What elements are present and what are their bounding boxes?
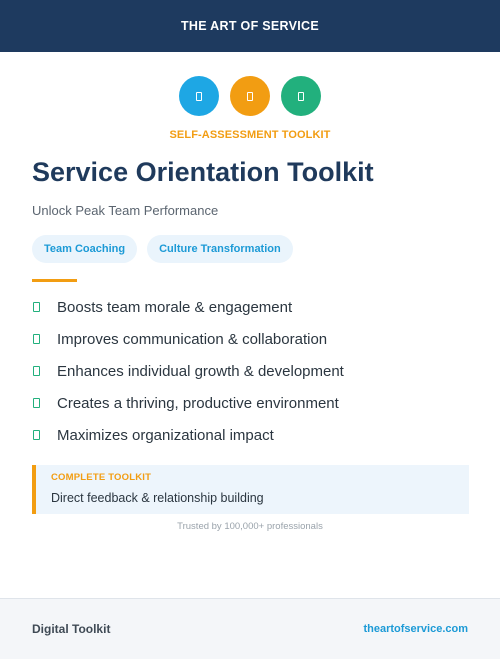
list-item (32, 297, 344, 317)
benefit-text: Maximizes organizational impact (57, 426, 274, 444)
list-item (32, 361, 344, 381)
document-icon (179, 76, 219, 116)
check-icon (33, 366, 40, 376)
benefit-text: Creates a thriving, productive environment (57, 394, 339, 412)
callout-box (32, 465, 469, 514)
callout-label: COMPLETE TOOLKIT (51, 472, 152, 483)
document-icon (230, 76, 270, 116)
check-icon (33, 302, 40, 312)
list-item (32, 425, 344, 445)
document-icon (281, 76, 321, 116)
check-icon (33, 398, 40, 408)
header-bar (0, 0, 500, 52)
check-icon (33, 430, 40, 440)
brand-title: THE ART OF SERVICE (180, 19, 320, 33)
website-link[interactable]: theartofservice.com (363, 623, 468, 635)
tag-list (32, 235, 293, 263)
footer-bar (0, 598, 500, 659)
icon-row (0, 76, 500, 116)
trust-note: Trusted by 100,000+ professionals (177, 521, 323, 532)
benefit-text: Enhances individual growth & development (57, 362, 344, 380)
callout-text: Direct feedback & relationship building (51, 491, 264, 505)
benefit-text: Boosts team morale & engagement (57, 298, 293, 316)
page-subtitle: Unlock Peak Team Performance (32, 203, 219, 218)
tag-team-coaching: Team Coaching (32, 235, 137, 263)
list-item (32, 393, 344, 413)
list-item (32, 329, 344, 349)
page-title: Service Orientation Toolkit (32, 157, 374, 187)
benefit-text: Improves communication & collaboration (57, 330, 328, 348)
tag-culture-transformation: Culture Transformation (147, 235, 293, 263)
accent-divider (32, 279, 77, 282)
eyebrow-label: SELF-ASSESSMENT TOOLKIT (169, 129, 331, 141)
check-icon (33, 334, 40, 344)
benefit-list (32, 297, 344, 457)
footer-label: Digital Toolkit (32, 622, 111, 636)
